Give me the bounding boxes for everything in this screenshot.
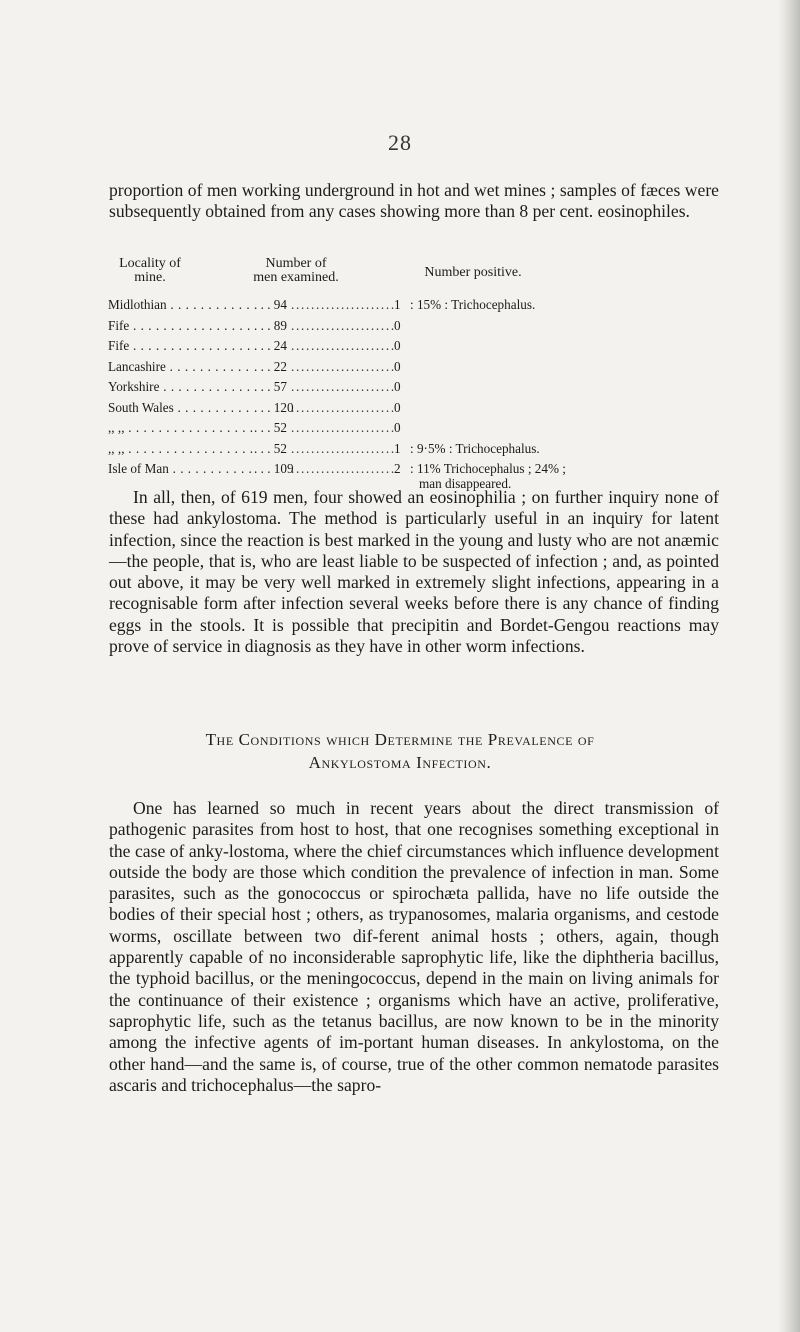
leader-dots [291,297,394,313]
leader-dots [291,338,394,354]
table-row [108,297,728,318]
table-row [108,379,728,400]
cell-number-positive: 0 [394,399,401,415]
cell-men-examined: . . . 52 [254,440,287,456]
cell-men-examined: . . . 89 [254,317,287,333]
cell-note: : 15% : Trichocephalus. [410,297,536,312]
leader-dots [291,461,394,477]
cell-number-positive: 0 [394,358,401,374]
cell-locality: South Wales . . . [108,400,254,416]
cell-number-positive: 0 [394,317,401,333]
cell-number-positive: 0 [394,379,401,394]
cell-number-positive: 2 [394,461,401,476]
cell-locality: ,, ,, . . . [108,441,254,457]
cell-locality: Isle of Man . . . [108,461,254,477]
page-number: 28 [388,130,412,155]
cell-men-examined: . . . 120 [254,399,294,415]
cell-number-positive: 1 [394,440,401,456]
header-number-positive: Number positive. [424,265,522,280]
leader-dots [291,359,394,375]
cell-men-examined: . . . 109 [254,461,294,476]
cell-men-examined: . . . 22 [254,358,287,374]
survey-table [108,253,728,499]
leader-dots [291,420,394,436]
leader-dots [291,400,394,416]
cell-locality: Midlothian . . . [108,297,254,313]
header-locality: Locality of mine. [119,256,181,285]
intro-paragraph: proportion of men working underground in hot and wet mines ; samples of fæces were subsequently obtained from any cases showing more than 8 per cent. eosinophiles. [109,180,719,222]
cell-number-positive: 0 [394,420,401,435]
table-row [108,400,728,421]
cell-locality: ,, ,, . . . [108,420,254,436]
table-body [108,297,728,499]
cell-locality: Fife . . . [108,318,254,334]
cell-locality: Lancashire . . . [108,359,254,375]
cell-men-examined: . . . 24 [254,338,287,353]
cell-men-examined: . . . 57 [254,379,287,394]
header-men-examined: Number of men examined. [253,256,339,285]
table-row [108,441,728,462]
cell-note-continued: man disappeared. [419,476,512,491]
leader-dots [291,379,394,395]
cell-men-examined: . . . 94 [254,297,287,312]
cell-number-positive: 1 [394,297,401,312]
cell-locality: Yorkshire . . . [108,379,254,395]
cell-locality: Fife . . . [108,338,254,354]
table-header [108,253,728,297]
paragraph-summary: In all, then, of 619 men, four showed an eosinophilia ; on further inquiry none of these had ankylostoma. The method is particularly useful in an inquiry for latent infection, since the reaction is best marked in the young and lusty who are not anæmic—the people, that is, who are least liable to be suspected of infection ; and, as pointed out above, it may be very well marked in extremely slight infections, appearing in a recognisable form after infection several weeks before there is any chance of finding eggs in the stools. It is possible that precipitin and Bordet-Gengou reactions may prove of service in diagnosis as they have in other worm infections. [109,487,719,657]
table-row [108,318,728,339]
paragraph-conditions: One has learned so much in recent years about the direct transmission of pathogenic parasites from host to host, that one recognises something exceptional in the case of anky-lostoma, where the chief circumstances which influence development outside the body are those which condition the prevalence of infection in man. Some parasites, such as the gonococcus or spirochæta pallida, have no life outside the bodies of their special host ; others, as trypanosomes, malaria organisms, and cestode worms, oscillate between two dif-ferent animal hosts ; others, again, though apparently capable of no inconsiderable saprophytic life, like the diphtheria bacillus, the typhoid bacillus, or the meningococcus, depend in the main on living animals for the continuance of their existence ; organisms which have an active, proliferative, saprophytic life, such as the tetanus bacillus, are now known to be in the minority among the infective agents of im-portant human diseases. In ankylostoma, on the other hand—and the same is, of course, true of the other common nematode parasites ascaris and trichocephalus—the sapro- [109,798,719,1095]
leader-dots [291,318,394,334]
cell-note: : 11% Trichocephalus ; 24% ; [410,461,566,476]
cell-note: : 9·5% : Trichocephalus. [410,440,540,456]
table-row [108,359,728,380]
leader-dots [291,441,394,457]
table-row [108,338,728,359]
cell-number-positive: 0 [394,338,401,353]
page-edge-shadow [778,0,800,1332]
section-heading: The Conditions which Determine the Prevalence of Ankylostoma Infection. [205,730,595,772]
cell-men-examined: . . . 52 [254,420,287,435]
table-row [108,420,728,441]
